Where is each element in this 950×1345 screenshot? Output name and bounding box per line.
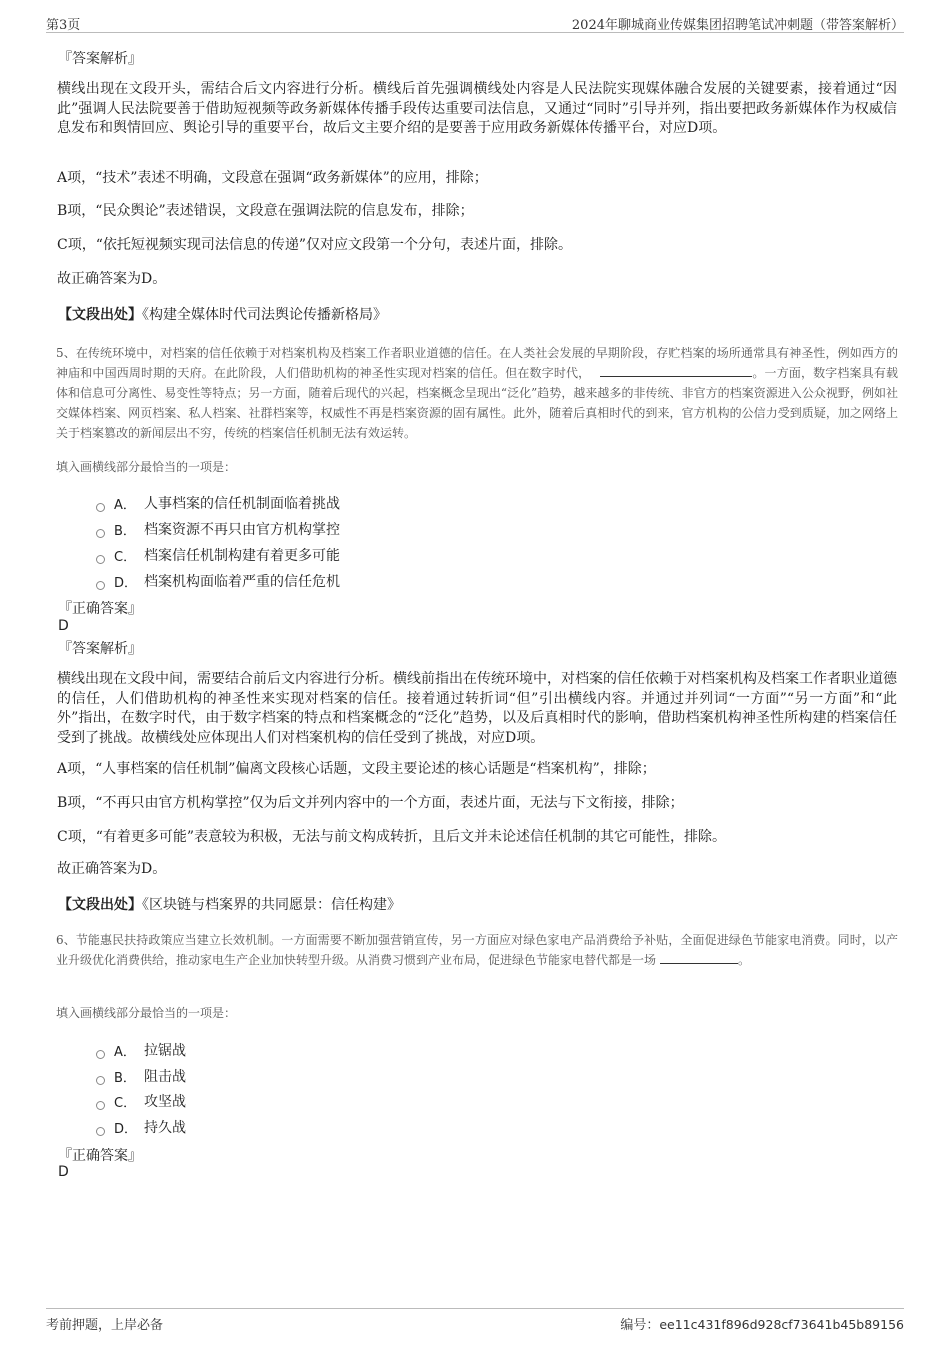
footer-divider (46, 1308, 904, 1309)
option-text: 档案资源不再只由官方机构掌控 (144, 522, 340, 538)
radio-icon[interactable] (96, 1101, 105, 1110)
option-text: 持久战 (144, 1120, 186, 1136)
q6-option-b[interactable] (96, 1066, 186, 1086)
footer-code-value: ee11c431f896d928cf73641b45b89156 (659, 1317, 904, 1332)
radio-icon[interactable] (96, 503, 105, 512)
option-text: 人事档案的信任机制面临着挑战 (144, 496, 340, 512)
radio-icon[interactable] (96, 555, 105, 564)
q4-source-label: 【文段出处】 (58, 307, 142, 323)
option-letter: C． (114, 549, 137, 565)
option-letter: D． (114, 1121, 138, 1137)
q5-answer: D (58, 618, 69, 634)
q5-prompt: 填入画横线部分最恰当的一项是： (56, 460, 237, 474)
q4-option-b-analysis: B项，“民众舆论”表述错误，文段意在强调法院的信息发布，排除； (57, 203, 474, 219)
radio-icon[interactable] (96, 1050, 105, 1059)
q4-source-title: 《构建全媒体时代司法舆论传播新格局》 (142, 307, 387, 323)
q6-option-d[interactable] (96, 1117, 186, 1137)
radio-icon[interactable] (96, 581, 105, 590)
q5-option-b-analysis: B项，“不再只由官方机构掌控”仅为后文并列内容中的一个方面，表述片面，无法与下文衔接，排除； (57, 795, 684, 811)
q5-stem (56, 343, 898, 443)
option-letter: B． (114, 1070, 136, 1086)
footer-code (620, 1314, 904, 1333)
radio-icon[interactable] (96, 529, 105, 538)
q5-option-a[interactable] (96, 493, 340, 513)
option-letter: B． (114, 523, 136, 539)
q4-source (58, 304, 387, 324)
q6-answer: D (58, 1164, 69, 1180)
q5-stem-part2: 。一方面，数字档案具有载体和信息可分离性、易变性等特点；另一方面，随着后现代的兴起，档案概念呈现出“泛化”趋势，越来越多的非传统、非官方的档案资源进入公众视野，例如社交媒体档案、网页档案、私人档案、社群档案等，权威性不再是档案资源的固有属性。此外，随着后真相时代的到来，官方机构的公信力受到质疑，加之网络上关于档案篡改的新闻层出不穷，传统的档案信任机制无法有效运转。 (56, 366, 898, 440)
q5-option-b[interactable] (96, 519, 340, 539)
option-letter: D． (114, 575, 138, 591)
option-letter: C． (114, 1095, 137, 1111)
footer-slogan: 考前押题，上岸必备 (46, 1318, 164, 1333)
q6-option-a[interactable] (96, 1040, 186, 1060)
q5-conclusion: 故正确答案为D。 (57, 861, 167, 877)
option-text: 阻击战 (144, 1069, 186, 1085)
q4-conclusion: 故正确答案为D。 (57, 271, 167, 287)
q6-answer-label: 『正确答案』 (58, 1148, 142, 1164)
header-divider (46, 32, 904, 33)
q6-prompt: 填入画横线部分最恰当的一项是： (56, 1006, 237, 1020)
q5-option-c[interactable] (96, 545, 340, 565)
option-text: 攻坚战 (144, 1094, 186, 1110)
footer-code-label: 编号： (620, 1318, 660, 1333)
radio-icon[interactable] (96, 1127, 105, 1136)
option-letter: A． (114, 497, 136, 513)
q5-source-label: 【文段出处】 (58, 897, 142, 913)
q6-stem (56, 930, 898, 970)
q5-option-c-analysis: C项，“有着更多可能”表意较为积极，无法与前文构成转折，且后文并未论述信任机制的其它可能性，排除。 (57, 829, 727, 845)
q6-stem-part2: 。 (738, 953, 751, 967)
q4-option-a-analysis: A项，“技术”表述不明确，文段意在强调“政务新媒体”的应用，排除； (57, 170, 488, 186)
option-letter: A． (114, 1044, 136, 1060)
option-text: 档案机构面临着严重的信任危机 (144, 574, 340, 590)
option-text: 档案信任机制构建有着更多可能 (144, 548, 340, 564)
q6-option-c[interactable] (96, 1091, 186, 1111)
q5-analysis-text: 横线出现在文段中间，需要结合前后文内容进行分析。横线前指出在传统环境中，对档案的信任依赖于对档案机构及档案工作者职业道德的信任，人们借助机构的神圣性来实现对档案的信任。接着通过转折词“但”引出横线内容。并通过并列词“一方面”“另一方面”和“此外”指出，在数字时代，由于数字档案的特点和档案概念的“泛化”趋势，以及后真相时代的影响，借助档案机构神圣性所构建的档案信任受到了挑战。故横线处应体现出人们对档案机构的信任受到了挑战，对应D项。 (57, 671, 897, 746)
q6-stem-part1: 6、节能惠民扶持政策应当建立长效机制。一方面需要不断加强营销宣传，另一方面应对绿色家电产品消费给予补贴，全面促进绿色节能家电消费。同时，以产业升级优化消费供给，推动家电生产企业加快转型升级。从消费习惯到产业布局，促进绿色节能家电替代都是一场 (56, 933, 898, 967)
q5-source-title: 《区块链与档案界的共同愿景：信任构建》 (142, 897, 401, 913)
page-number: 第3页 (46, 18, 81, 33)
q5-source (58, 894, 401, 914)
q6-blank (660, 952, 738, 964)
q4-analysis-text: 横线出现在文段开头，需结合后文内容进行分析。横线后首先强调横线处内容是人民法院实现媒体融合发展的关键要素，接着通过“因此”强调人民法院要善于借助短视频等政务新媒体传播手段传达重要司法信息，又通过“同时”引导并列，指出要把政务新媒体作为权威信息发布和舆情回应、舆论引导的重要平台，故后文主要介绍的是要善于应用政务新媒体传播平台，对应D项。 (57, 81, 897, 136)
q5-blank (600, 365, 752, 377)
option-text: 拉锯战 (144, 1043, 186, 1059)
q4-analysis-label: 『答案解析』 (58, 51, 142, 67)
q5-option-d[interactable] (96, 571, 340, 591)
radio-icon[interactable] (96, 1076, 105, 1085)
q5-analysis-label: 『答案解析』 (58, 641, 142, 657)
q5-answer-label: 『正确答案』 (58, 601, 142, 617)
q5-stem-part1: 5、在传统环境中，对档案的信任依赖于对档案机构及档案工作者职业道德的信任。在人类社会发展的早期阶段，存贮档案的场所通常具有神圣性，例如西方的神庙和中国西周时期的天府。在此阶段，人们借助机构的神圣性实现对档案的信任。但在数字时代， (56, 346, 898, 380)
document-title: 2024年聊城商业传媒集团招聘笔试冲刺题（带答案解析） (571, 18, 904, 33)
q5-option-a-analysis: A项，“人事档案的信任机制”偏离文段核心话题，文段主要论述的核心话题是“档案机构”，排除； (57, 761, 656, 777)
q4-option-c-analysis: C项，“依托短视频实现司法信息的传递”仅对应文段第一个分句，表述片面，排除。 (57, 237, 573, 253)
